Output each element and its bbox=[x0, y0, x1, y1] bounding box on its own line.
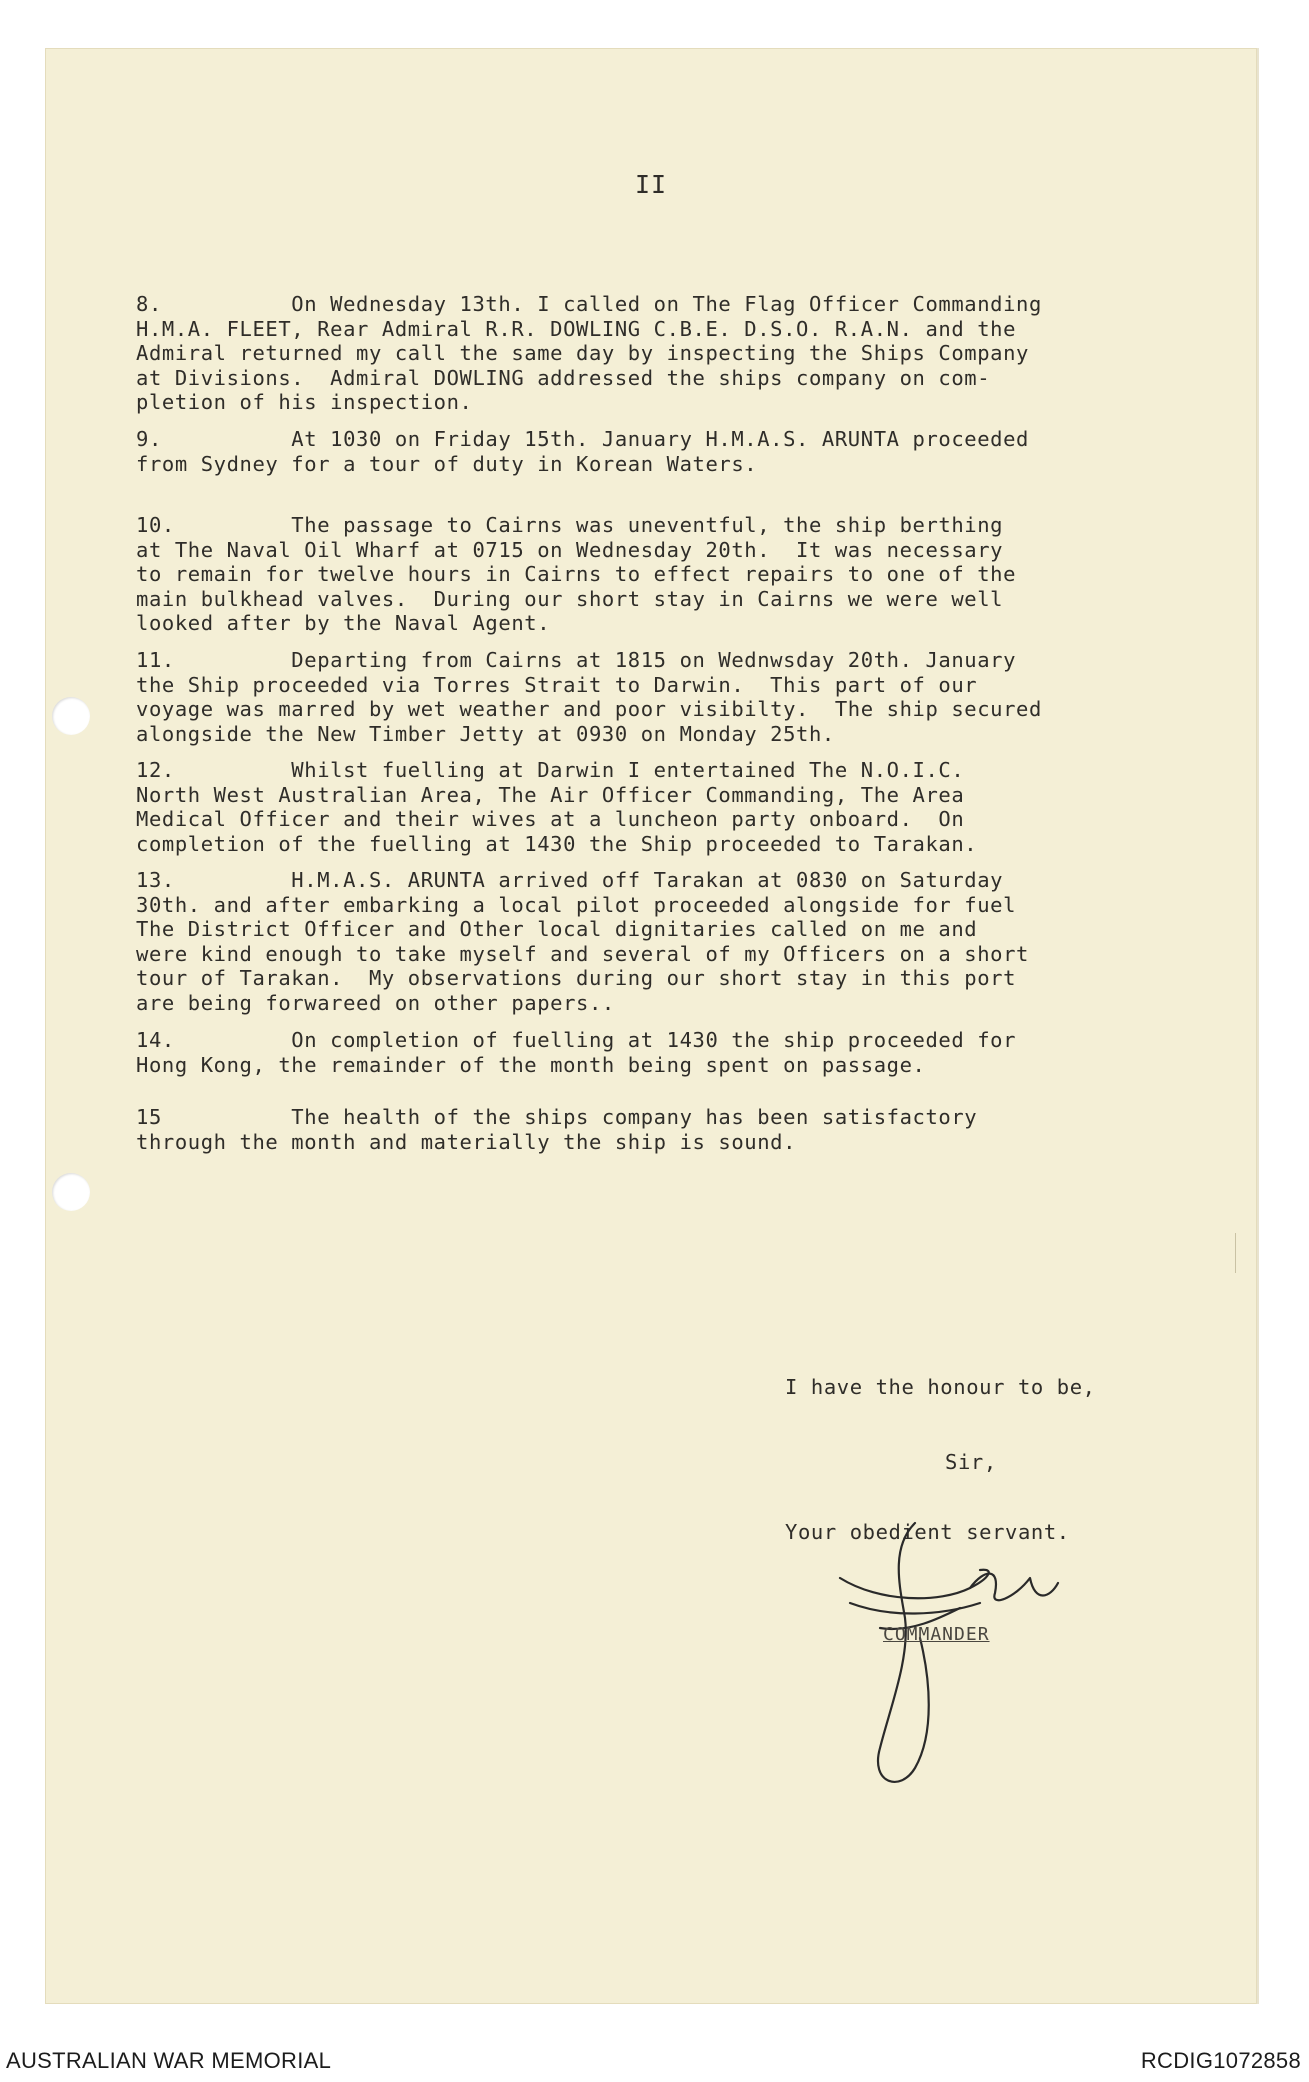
text-line: The District Officer and Other local dignitaries called on me and bbox=[136, 917, 978, 942]
text-line: the Ship proceeded via Torres Strait to Darwin. This part of our bbox=[136, 672, 978, 697]
paragraph-14 bbox=[136, 1028, 1216, 1077]
text-line: alongside the New Timber Jetty at 0930 on Monday 25th. bbox=[136, 721, 835, 746]
footer-archive-name: AUSTRALIAN WAR MEMORIAL bbox=[6, 2048, 332, 2073]
text-line: 8. On Wednesday 13th. I called on The Flag Officer Commanding bbox=[136, 292, 1042, 316]
text-line: at The Naval Oil Wharf at 0715 on Wednesday 20th. It was necessary bbox=[136, 537, 1004, 562]
text-line: main bulkhead valves. During our short stay in Cairns we were well bbox=[136, 586, 1004, 611]
page-number: II bbox=[634, 170, 668, 199]
text-line: Medical Officer and their wives at a luncheon party onboard. On bbox=[136, 807, 965, 832]
closing-honour: I have the honour to be, bbox=[785, 1375, 1096, 1399]
paper-edge-mark bbox=[1235, 1233, 1236, 1273]
text-line: North West Australian Area, The Air Officer Commanding, The Area bbox=[136, 782, 965, 807]
text-line: pletion of his inspection. bbox=[136, 390, 473, 415]
paragraph-15 bbox=[136, 1105, 1216, 1154]
text-line: completion of the fuelling at 1430 the Ship proceeded to Tarakan. bbox=[136, 831, 978, 856]
text-line: H.M.A. FLEET, Rear Admiral R.R. DOWLING C.B.E. D.S.O. R.A.N. and the bbox=[136, 316, 1017, 341]
paragraph-13 bbox=[136, 868, 1216, 1016]
text-line: were kind enough to take myself and several of my Officers on a short bbox=[136, 941, 1030, 966]
paragraph-9 bbox=[136, 427, 1216, 476]
text-line: 11. Departing from Cairns at 1815 on Wednwsday 20th. January bbox=[136, 648, 1017, 672]
text-line: 13. H.M.A.S. ARUNTA arrived off Tarakan at 0830 on Saturday bbox=[136, 868, 1004, 892]
text-line: 30th. and after embarking a local pilot proceeded alongside for fuel bbox=[136, 892, 1017, 917]
text-line: Admiral returned my call the same day by inspecting the Ships Company bbox=[136, 341, 1030, 366]
text-line: at Divisions. Admiral DOWLING addressed the ships company on com- bbox=[136, 365, 991, 390]
paragraph-10 bbox=[136, 513, 1216, 636]
text-line: tour of Tarakan. My observations during our short stay in this port bbox=[136, 966, 1017, 991]
text-line: 15 The health of the ships company has been satisfactory bbox=[136, 1105, 978, 1129]
text-line: to remain for twelve hours in Cairns to effect repairs to one of the bbox=[136, 562, 1017, 587]
text-line: 9. At 1030 on Friday 15th. January H.M.A.S. ARUNTA proceeded bbox=[136, 427, 1030, 451]
closing-servant: Your obedient servant. bbox=[785, 1520, 1070, 1544]
text-line: looked after by the Naval Agent. bbox=[136, 611, 551, 636]
text-line: through the month and materially the ship is sound. bbox=[136, 1129, 797, 1154]
paragraph-12 bbox=[136, 758, 1216, 856]
text-line: Hong Kong, the remainder of the month being spent on passage. bbox=[136, 1052, 926, 1077]
commander-rank: COMMANDER bbox=[883, 1624, 990, 1645]
paragraph-8 bbox=[136, 292, 1216, 415]
punch-hole-lower bbox=[52, 1173, 90, 1211]
text-line: from Sydney for a tour of duty in Korean Waters. bbox=[136, 451, 758, 476]
text-line: 10. The passage to Cairns was uneventful, the ship berthing bbox=[136, 513, 1004, 537]
text-line: 12. Whilst fuelling at Darwin I entertained The N.O.I.C. bbox=[136, 758, 965, 782]
punch-hole-upper bbox=[52, 697, 90, 735]
text-line: are being forwareed on other papers.. bbox=[136, 990, 615, 1015]
text-line: voyage was marred by wet weather and poor visibilty. The ship secured bbox=[136, 697, 1042, 722]
paragraph-11 bbox=[136, 648, 1216, 746]
text-line: 14. On completion of fuelling at 1430 the ship proceeded for bbox=[136, 1028, 1017, 1052]
footer-record-id: RCDIG1072858 bbox=[1140, 2048, 1301, 2073]
letter-page bbox=[45, 48, 1257, 2004]
handwritten-signature bbox=[820, 1508, 1090, 1808]
closing-salutation: Sir, bbox=[945, 1450, 997, 1474]
